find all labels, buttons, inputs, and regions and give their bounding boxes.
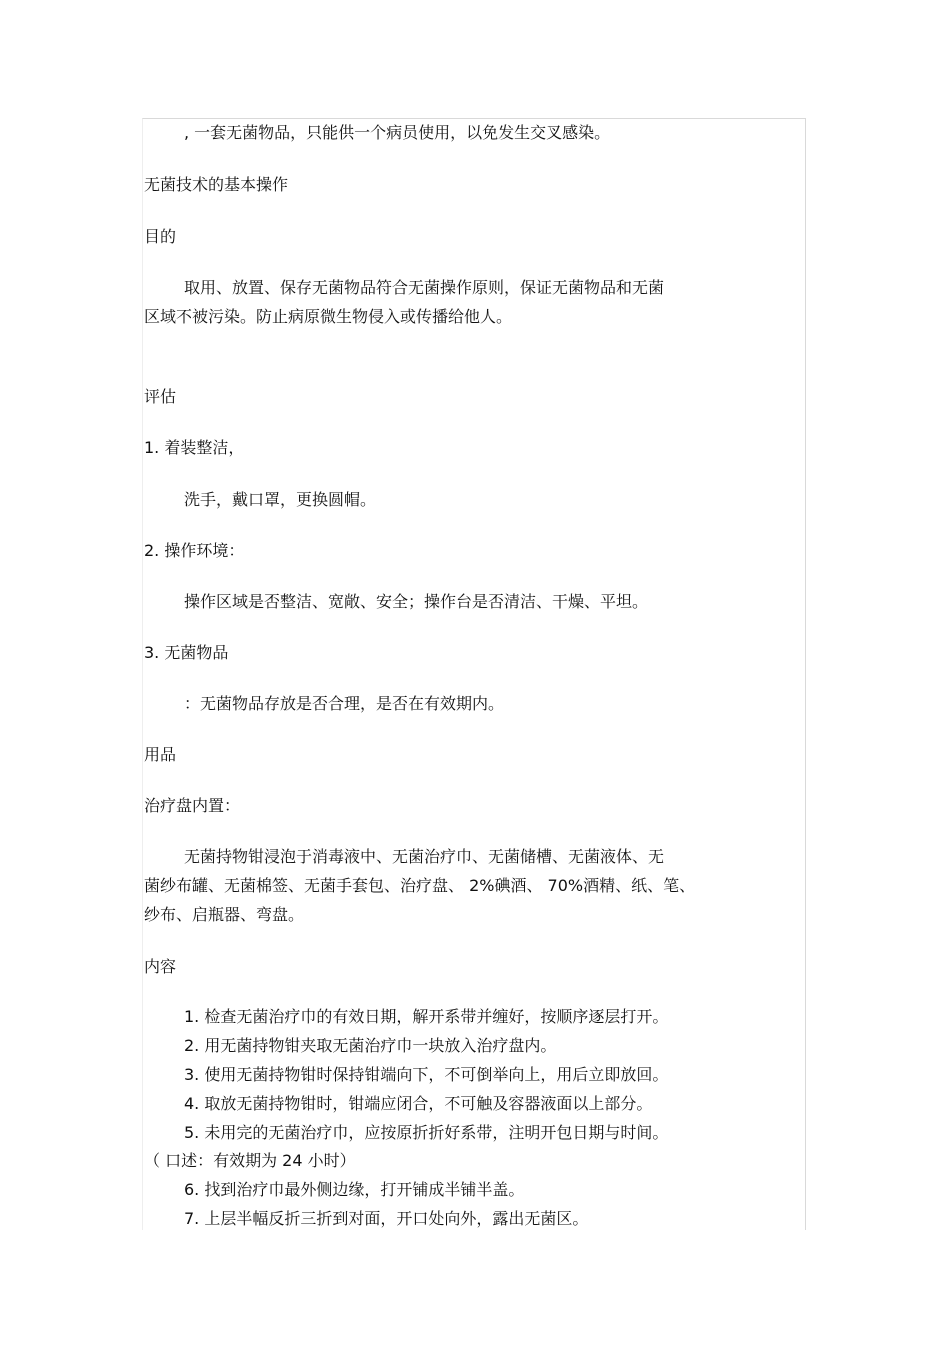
- section-heading: 内容: [144, 957, 177, 976]
- step-item: 5. 未用完的无菌治疗巾，应按原折折好系带，注明开包日期与时间。: [184, 1123, 669, 1142]
- step-item: 1. 检查无菌治疗巾的有效日期，解开系带并缠好，按顺序逐层打开。: [184, 1007, 669, 1026]
- list-item: 1. 着装整洁，: [144, 438, 245, 457]
- section-heading: 无菌技术的基本操作: [144, 175, 289, 194]
- list-item: 3. 无菌物品: [144, 643, 229, 662]
- section-heading: 治疗盘内置：: [144, 796, 241, 815]
- section-heading: 用品: [144, 745, 177, 764]
- note-line: （ 口述：有效期为 24 小时）: [144, 1151, 356, 1170]
- list-item: 2. 操作环境：: [144, 541, 245, 560]
- step-item: 6. 找到治疗巾最外侧边缘，打开铺成半铺半盖。: [184, 1180, 525, 1199]
- section-heading: 评估: [144, 387, 177, 406]
- step-item: 3. 使用无菌持物钳时保持钳端向下，不可倒举向上，用后立即放回。: [184, 1065, 669, 1084]
- paragraph-line: 操作区域是否整洁、宽敞、安全；操作台是否清洁、干燥、平坦。: [184, 592, 649, 611]
- step-item: 4. 取放无菌持物钳时，钳端应闭合，不可触及容器液面以上部分。: [184, 1094, 653, 1113]
- paragraph-line: 纱布、启瓶器、弯盘。: [144, 905, 305, 924]
- paragraph-line: 洗手，戴口罩，更换圆帽。: [184, 490, 377, 509]
- paragraph-line: ：无菌物品存放是否合理，是否在有效期内。: [184, 694, 505, 713]
- step-item: 2. 用无菌持物钳夹取无菌治疗巾一块放入治疗盘内。: [184, 1036, 557, 1055]
- section-heading: 目的: [144, 227, 177, 246]
- paragraph-line: 取用、放置、保存无菌物品符合无菌操作原则，保证无菌物品和无菌: [184, 278, 665, 297]
- step-item: 7. 上层半幅反折三折到对面，开口处向外，露出无菌区。: [184, 1209, 589, 1228]
- paragraph-line: 无菌持物钳浸泡于消毒液中、无菌治疗巾、无菌储槽、无菌液体、无: [184, 847, 665, 866]
- text-line: , 一套无菌物品，只能供一个病员使用，以免发生交叉感染。: [184, 123, 611, 142]
- paragraph-line: 菌纱布罐、无菌棉签、无菌手套包、治疗盘、 2%碘酒、 70%酒精、纸、笔、: [144, 876, 696, 895]
- paragraph-line: 区域不被污染。防止病原微生物侵入或传播给他人。: [144, 307, 513, 326]
